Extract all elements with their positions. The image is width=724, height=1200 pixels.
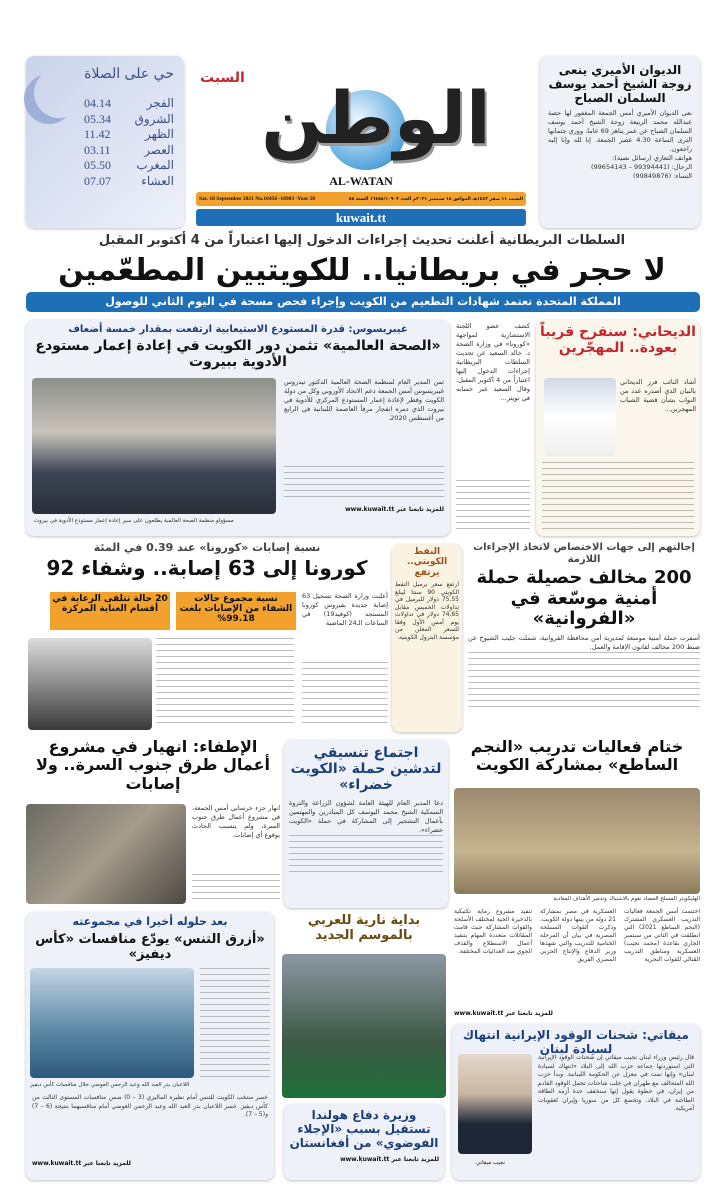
moon-icon xyxy=(34,68,84,118)
obituary-body: نعى الديوان الأميري أمس الجمعة المغفور لها حصة عبدالله محمد الربيعة زوجة الشيخ أحمد يوسف السلمان الصباح عن عمر يناهز 69 عاما، ووري جثمانها الثرى الساعة 4.30 عصر الجمعة. إنا لله وإنا إليه راجعون. xyxy=(548,109,692,154)
obituary-box: الديوان الأميري ينعى زوجة الشيخ أحمد يوسف السلمان الصباح نعى الديوان الأميري أمس الجمعة المغفور لها حصة عبدالله محمد الربيعة زوجة الشيخ أحمد يوسف السلمان الصباح عن عمر يناهز 69 عاما، ووري جثمانها الثرى الساعة 4.30 عصر الجمعة. إنا لله وإنا إليه راجعون. هواتف التعازي (رسائل نصية): الرجال: (99394441 – 99654143) النساء: (99849876) xyxy=(540,56,700,228)
oil-story: النفط الكويتي.. يرتفع ارتفع سعر برميل النفط الكويتي 90 سنتا ليبلغ 75.55 دولار للبرميل في تداولات الخميس مقابل 74.65 دولار في تداولات يوم أمس الأول وفقا للسعر المعلن من مؤسسة البترول الكويتية. xyxy=(392,544,462,732)
who-photo xyxy=(32,378,276,514)
farwaniya-story: إحالتهم إلى جهات الاختصاص لاتخاذ الإجراءات اللازمة 200 مخالف حصيلة حملة أمنية موسّعة في «الفروانية» أسفرت حملة أمنية موسعة لمديرية أمن محافظة الفروانية، شملت جليب الشيوخ عن ضبط 200 مخالف لقانون الإقامة والعمل. xyxy=(468,542,700,732)
mikati-story: ميقاتي: شحنات الوقود الإيرانية انتهاك لسيادة لبنان نجيب ميقاتي قال رئيس وزراء لبنان نجيب ميقاتي إن شحنات الوقود الإيرانية التي استوردتها جماعة حزب الله إلى البلاد «انتهاك لسيادة لبنان» وإنها تمت في معزل عن الحكومة اللبنانية. وبدأ حزب الله المتحالف مع طهران في جلب شاحنات تحمل الوقود القادم من إيران، في خطوة يقول إنها ستخفف حدة أزمة الطاقة الطاحنة في البلاد. وتخضع كل من سوريا وإيران لعقوبات أمريكية. xyxy=(452,1024,700,1180)
prayer-times-box xyxy=(26,56,184,228)
logo: الوطن xyxy=(261,76,491,160)
who-story: غيبريسوس: قدرة المستودع الاستيعابية ارتفعت بمقدار خمسة أضعاف «الصحة العالمية» تثمن دور الكويت في إعادة إعمار مستودع الأدوية ببيروت ثمن المدير العام لمنظمة الصحة العالمية الدكتور تيدروس غيبريسوس أمس الجمعة دعم الاتحاد الأوروبي وكل من دولة الكويت وقطر لإعادة إعمار المستودع المركزي للأدوية في بيروت الذي دمره انفجار مرفأ العاصمة اللبنانية في الرابع من أغسطس 2020. للمزيد تابعنا عبر www.kuwait.tt مسؤولو منظمة الصحة العالمية يطلعون على سير إعادة إعمار مستودع الأدوية في بيروت xyxy=(26,320,450,536)
fire-photo xyxy=(26,804,186,904)
tennis-story: بعد حلوله أخيرا في مجموعته «أزرق التنس» يودّع منافسات «كأس ديفيز» اللاعبان بدر العبد الله وعبد الرحمن العوضي خلال منافسات كأس ديفيز خسر منتخب الكويت للتنس أمام نظيره الماليزي (3 – 0) ضمن منافسات المستوى الثالث من كأس ديفيز. خسر اللاعبان بدر العبد الله وعبد الرحمن العوضي أمام منافسيهما بنتيجة (6 – 7) و(5 – 7). للمزيد تابعنا عبر www.kuwait.tt xyxy=(26,912,274,1180)
masthead xyxy=(196,56,526,228)
prayer-list: الفجر 04.14 الشروق 05.34 الظهر 11.42 العصر 03.11 المغرب 05.50 العشاء 07.07 xyxy=(84,96,174,188)
obituary-title: الديوان الأميري ينعى زوجة الشيخ أحمد يوسف السلمان الصباح xyxy=(548,63,692,105)
fire-story: الإطفاء: انهيار في مشروع أعمال طرق جنوب السرة.. ولا إصابات انهار جزء خرساني أمس الجمعة، في مشروع أعمال طرق جنوب السرة، ولم يتسبب الحادث بوقوع أي إصابات. xyxy=(26,738,280,908)
date-bar: Sat. 18 September 2021 No.16458 -10903 -Year 58 السبت ١١ صفر ١٤٤٣هـ الموافق ١٨ سبتمبر ٢٠٢١م العدد ١٦٤٥٨/١٠٩٠٣ السنة ٥٨ xyxy=(196,192,526,206)
corona-story: نسبة إصابات «كورونا» عند 0.39 في المئة كورونا إلى 63 إصابة.. وشفاء 92 نسبة مجموع حالات الشفاء من الإصابات بلغت 99.18% 20 حالة تتلقى الرعاية في أقسام العناية المركزة أعلنت وزارة الصحة تسجيل 63 إصابة جديدة بفيروس كورونا المستجد (كوفيد19) في الساعات الـ24 الماضية xyxy=(26,542,388,732)
drill-story: ختام فعاليات تدريب «النجم الساطع» بمشاركة الكويت الهليكوبتر المسلح المضاد تقوم بالاشتباك وتدمير الأهداف المعادية اختتمت أمس الجمعة فعاليات التدريب العسكري المشترك (النجم الساطع 2021) التي انطلقت في الثاني من سبتمبر الجاري بقاعدة (محمد نجيب) العسكرية ومناطق التدريب القتالي للقوات البحرية العسكرية في مصر بمشاركة 21 دولة من بينها دولة الكويت. وذكرت القوات المسلحة المصرية في بيان أن المرحلة الختامية للتدريب والتي شهدها وزير الدفاع والإنتاج الحربي المصري الفريق تنفيذ مشروع رماية تكتيكية بالذخيرة الحية لمختلف الأسلحة والقوات المشاركة حيث قامت المقاتلات متعددة المهام بتنفيذ أعمال الاستطلاع والقذف الجوي ضد العدائيات المختلفة. للمزيد تابعنا عبر www.kuwait.tt xyxy=(454,737,700,1017)
drill-photo xyxy=(454,788,700,894)
dihani-story: الديحاني: سنفرح قريباً بعودة.. المهجّرين أشاد النائب فرز الديحاني بالبيان الذي أصدره عدد من النواب بشأن قضية الشباب المهجرين... xyxy=(536,320,700,536)
dihani-photo xyxy=(544,378,616,456)
tennis-photo xyxy=(30,968,194,1078)
day-label: السبت xyxy=(200,70,245,86)
lead-subbar: المملكة المتحدة تعتمد شهادات التطعيم من الكويت وإجراء فحص مسحة في اليوم الثاني للوصول xyxy=(26,292,700,312)
green-story: اجتماع تنسيقي لتدشين حملة «الكويت خضراء» دعا المدير العام للهيئة العامة لشؤون الزراعة والثروة السمكية الشيخ محمد اليوسف كل المبادرين والمهتمين بأعمال التشجير إلى المشاركة في حملة «الكويت خضراء». xyxy=(284,740,448,908)
arabi-story: بداية نارية للعربي بالموسم الجديد xyxy=(282,912,446,1102)
prayer-title: حي على الصلاة xyxy=(84,66,174,82)
corona-photo xyxy=(28,638,152,730)
lead-column: كشف عضو اللجنة الاستشارية لمواجهة «كورونا» في وزارة الصحة د. خالد السعيد عن تحديث السلطات البريطانية إجراءات الدخول إليها اعتباراً من 4 أكتوبر المقبل. وقال السعيد عبر حسابه في تويتر... xyxy=(456,322,530,402)
arabi-photo xyxy=(282,954,446,1098)
site-link[interactable]: kuwait.tt xyxy=(196,209,526,226)
logo-latin: AL-WATAN xyxy=(329,174,393,188)
lead-kicker: السلطات البريطانية أعلنت تحديث إجراءات الدخول إليها اعتباراً من 4 أكتوبر المقبل xyxy=(98,233,626,248)
mikati-photo xyxy=(458,1054,532,1154)
dutch-story: وزيرة دفاع هولندا تستقيل بسبب «الإجلاء الفوضوي» من أفغانستان للمزيد تابعنا عبر www.kuwait.tt xyxy=(284,1104,444,1180)
lead-headline: لا حجر في بريطانيا.. للكويتيين المطعّمين xyxy=(58,253,666,288)
